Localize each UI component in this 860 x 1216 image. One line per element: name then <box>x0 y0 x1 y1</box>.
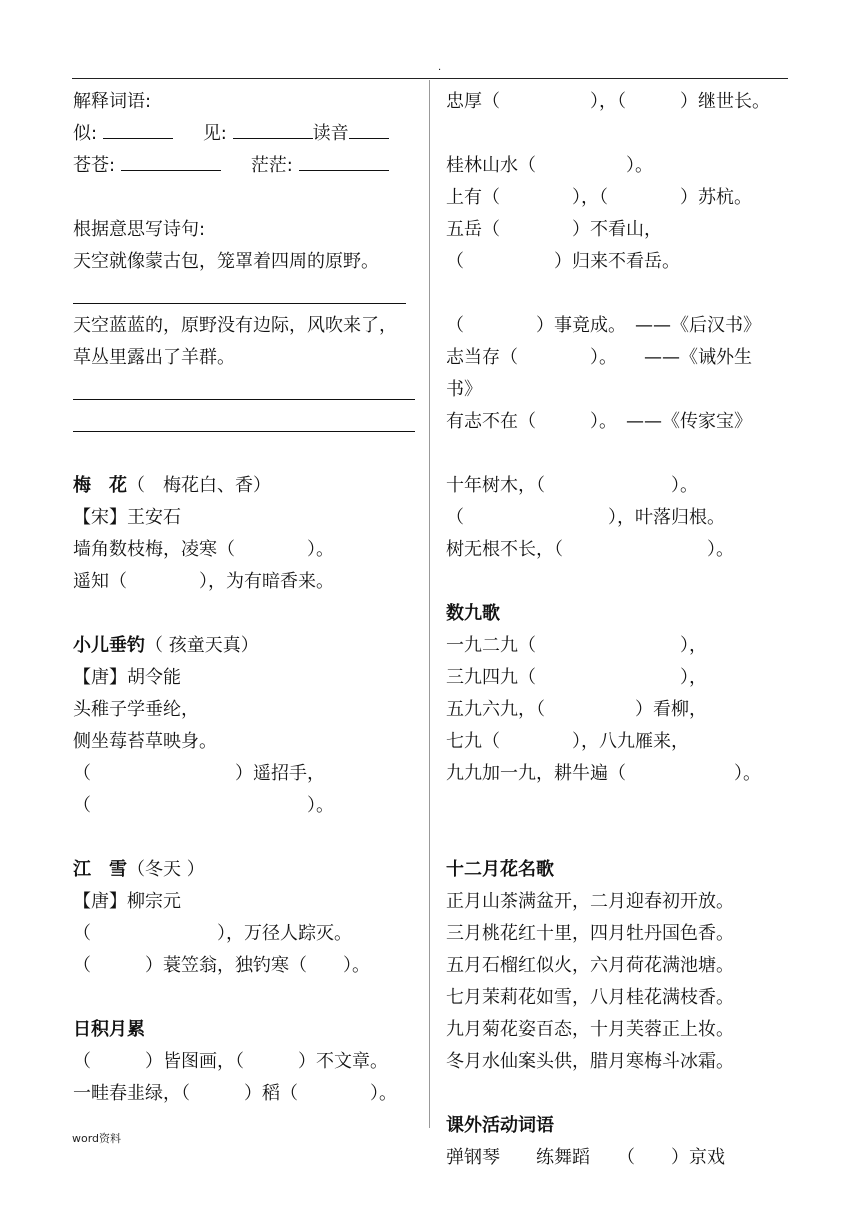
activity-line: 弹钢琴 练舞蹈 （ ）京戏 <box>446 1147 725 1168</box>
prompt-b-line1: 天空蓝蓝的，原野没有边际，风吹来了， <box>73 315 397 336</box>
proverb-line: 树无根不长，（ ）。 <box>446 539 734 560</box>
footer-label: word资料 <box>72 1132 122 1145</box>
quote-line: 志当存（ ）。 ——《诫外生 <box>446 347 752 368</box>
saying-line: 上有（ ），（ ）苏杭。 <box>446 187 752 208</box>
quote-line: （ ）事竟成。 ——《后汉书》 <box>446 315 761 336</box>
poem-title-meihua: 梅 花（ 梅花白、香） <box>73 475 271 496</box>
vocab-mang-label: 茫茫: <box>250 155 293 176</box>
header-rule <box>72 78 788 79</box>
vocab-mang-blank[interactable] <box>299 150 389 171</box>
poem-line: 墙角数枝梅，凌寒（ ）。 <box>73 539 334 560</box>
poem-line: （ ）蓑笠翁，独钓寒（ ）。 <box>73 955 370 976</box>
vocab-row-2 <box>73 150 418 182</box>
quote-line: 书》 <box>446 379 482 400</box>
poem-line: （ ），万径人踪灭。 <box>73 923 352 944</box>
poem-line: 侧坐莓苔草映身。 <box>73 731 217 752</box>
poem-author: 【宋】王安石 <box>73 507 181 528</box>
saying-line: 桂林山水（ ）。 <box>446 155 653 176</box>
proverb-line: （ ），叶落归根。 <box>446 507 725 528</box>
poem-line: （ ）。 <box>73 795 334 816</box>
answer-line-a[interactable] <box>73 278 418 310</box>
flower-line: 九月菊花姿百态，十月芙蓉正上妆。 <box>446 1019 734 1040</box>
vocab-duyin-label: 读音 <box>312 123 349 144</box>
proverb-line: 十年树木，（ ）。 <box>446 475 698 496</box>
flower-line: 正月山茶满盆开，二月迎春初开放。 <box>446 891 734 912</box>
section-title-riji: 日积月累 <box>73 1019 145 1040</box>
prompt-b-line2: 草丛里露出了羊群。 <box>73 347 235 368</box>
vocab-cang-label: 苍苍: <box>73 155 116 176</box>
vocab-row-1 <box>73 118 418 150</box>
shujiu-line: 五九六九，（ ）看柳， <box>446 699 707 720</box>
saying-line: 忠厚（ ），（ ）继世长。 <box>446 91 770 112</box>
vocab-si-blank[interactable] <box>103 118 173 139</box>
section-title-explain: 解释词语: <box>73 91 152 112</box>
poem-author: 【唐】胡令能 <box>73 667 181 688</box>
vocab-jian-blank[interactable] <box>233 118 313 139</box>
answer-line-b2[interactable] <box>73 406 418 438</box>
poem-author: 【唐】柳宗元 <box>73 891 181 912</box>
quote-line: 有志不在（ ）。 ——《传家宝》 <box>446 411 752 432</box>
answer-line-b1[interactable] <box>73 374 418 406</box>
poem-title-jiangxue: 江 雪（冬天 ） <box>73 859 205 880</box>
flower-line: 冬月水仙案头供，腊月寒梅斗冰霜。 <box>446 1051 734 1072</box>
flower-line: 五月石榴红似火，六月荷花满池塘。 <box>446 955 734 976</box>
section-title-shujiu: 数九歌 <box>446 603 500 624</box>
riji-line: 一畦春韭绿，（ ）稻（ ）。 <box>73 1083 397 1104</box>
shujiu-line: 七九（ ），八九雁来， <box>446 731 689 752</box>
prompt-a: 天空就像蒙古包，笼罩着四周的原野。 <box>73 251 379 272</box>
shujiu-line: 一九二九（ ）， <box>446 635 707 656</box>
saying-line: （ ）归来不看岳。 <box>446 251 680 272</box>
right-column <box>446 86 796 1174</box>
riji-line: （ ）皆图画，（ ）不文章。 <box>73 1051 388 1072</box>
left-column <box>73 86 418 1110</box>
column-divider <box>429 80 430 1128</box>
section-title-activities: 课外活动词语 <box>446 1115 554 1136</box>
vocab-jian-label: 见: <box>202 123 227 144</box>
poem-line: 头稚子学垂纶， <box>73 699 199 720</box>
flower-line: 七月茉莉花如雪，八月桂花满枝香。 <box>446 987 734 1008</box>
section-title-poem-writing: 根据意思写诗句: <box>73 219 206 240</box>
vocab-si-label: 似: <box>73 123 98 144</box>
vocab-cang-blank[interactable] <box>121 150 221 171</box>
vocab-duyin-blank[interactable] <box>349 118 389 139</box>
shujiu-line: 九九加一九，耕牛遍（ ）。 <box>446 763 761 784</box>
poem-line: 遥知（ ），为有暗香来。 <box>73 571 334 592</box>
shujiu-line: 三九四九（ ）， <box>446 667 707 688</box>
poem-line: （ ）遥招手， <box>73 763 325 784</box>
header-mark: . <box>438 62 442 73</box>
section-title-flowers: 十二月花名歌 <box>446 859 554 880</box>
flower-line: 三月桃花红十里，四月牡丹国色香。 <box>446 923 734 944</box>
poem-title-xiaoer: 小儿垂钓（ 孩童天真） <box>73 635 259 656</box>
saying-line: 五岳（ ）不看山， <box>446 219 662 240</box>
